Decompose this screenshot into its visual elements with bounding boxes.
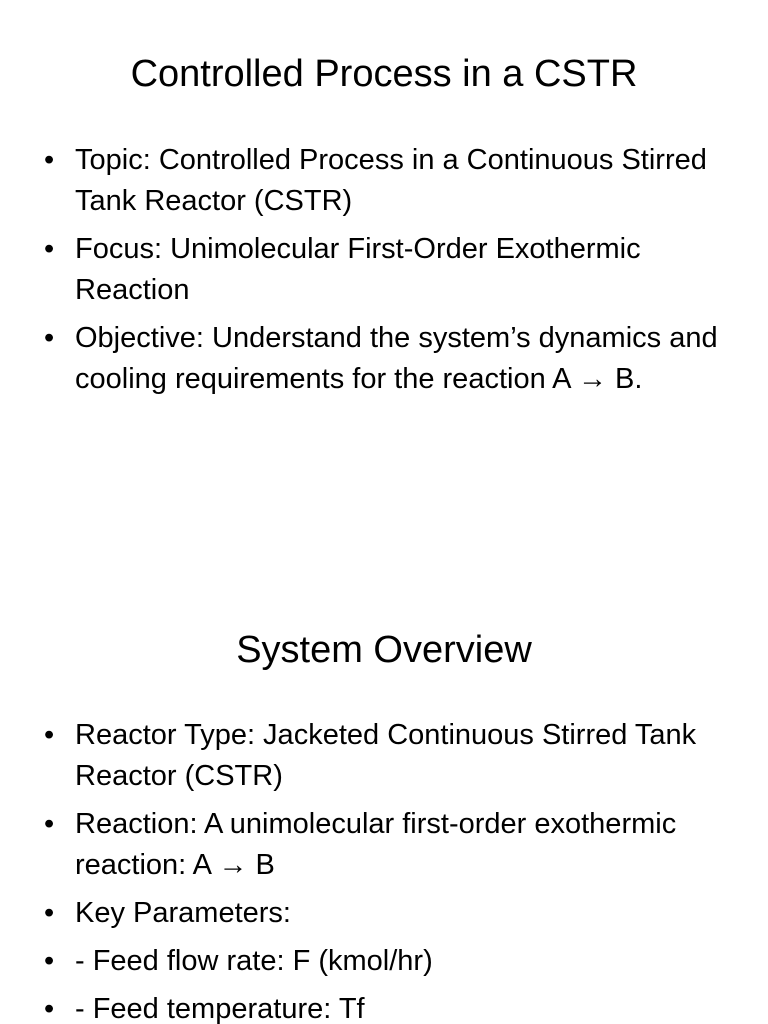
slide-title: System Overview (236, 629, 532, 671)
bullet-item (0, 318, 768, 400)
bullet-item (0, 941, 768, 982)
slide-title: Controlled Process in a CSTR (130, 53, 638, 95)
bullet-dot-icon: • (44, 144, 55, 176)
bullet-item (0, 229, 768, 311)
bullet-text: Reaction: A unimolecular first-order exothermic reaction: A → B (75, 808, 677, 881)
bullet-dot-icon: • (44, 719, 55, 751)
bullet-item (0, 140, 768, 222)
bullet-dot-icon: • (44, 993, 55, 1024)
bullet-dot-icon: • (44, 945, 55, 977)
bullet-dot-icon: • (44, 322, 55, 354)
bullet-dot-icon: • (44, 808, 55, 840)
bullet-text: Reactor Type: Jacketed Continuous Stirred Tank Reactor (CSTR) (75, 719, 697, 792)
bullet-dot-icon: • (44, 233, 55, 265)
bullet-item (0, 893, 768, 934)
bullet-text: Topic: Controlled Process in a Continuous Stirred Tank Reactor (CSTR) (75, 144, 707, 217)
bullet-text: - Feed flow rate: F (kmol/hr) (75, 945, 433, 977)
bullet-text: Key Parameters: (75, 897, 291, 929)
bullet-item (0, 804, 768, 886)
bullet-text: - Feed temperature: Tf (75, 993, 365, 1024)
bullet-text: Focus: Unimolecular First-Order Exothermic Reaction (75, 233, 641, 306)
bullet-list (0, 140, 768, 407)
bullet-text: Objective: Understand the system’s dynamics and cooling requirements for the reaction A → B. (75, 322, 718, 395)
bullet-list (0, 715, 768, 1024)
bullet-item (0, 715, 768, 797)
slide-2 (0, 576, 768, 1024)
bullet-item (0, 989, 768, 1024)
bullet-dot-icon: • (44, 897, 55, 929)
